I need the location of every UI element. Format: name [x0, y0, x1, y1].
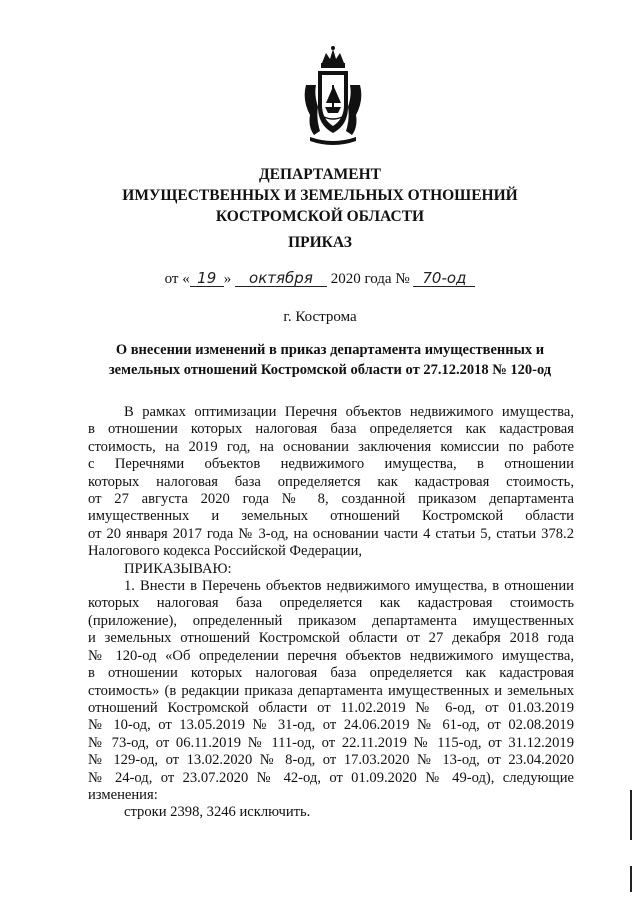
- department-title-line1: ДЕПАРТАМЕНТ: [258, 166, 382, 183]
- document-body: [88, 404, 574, 822]
- preamble-line: которых налоговая база определяется как кадастровая стоимость,: [88, 473, 574, 490]
- item1-line: стоимость» (в редакции приказа департамента имущественных и земельных: [88, 682, 574, 699]
- item1-line: 1. Внести в Перечень объектов недвижимого имущества, в отношении: [124, 578, 574, 595]
- item1-subline: строки 2398, 3246 исключить.: [124, 804, 311, 821]
- date-month: октября: [235, 270, 327, 287]
- item1-line: № 24-од, от 23.07.2020 № 42-од, от 01.09.2020 № 49-од), следующие: [88, 769, 574, 786]
- item1-line: которых налоговая база определяется как кадастровая стоимость: [88, 595, 574, 612]
- item1-line: изменения:: [88, 786, 158, 803]
- date-line: [0, 270, 640, 288]
- department-title-line3: КОСТРОМСКОЙ ОБЛАСТИ: [215, 208, 425, 225]
- item1-line: (приложение), определенный приказом департамента имущественных: [88, 612, 574, 629]
- preamble-line: в отношении которых налоговая база определяется как кадастровая: [88, 421, 574, 438]
- subject-line2: земельных отношений Костромской области от 27.12.2018 № 120-од: [108, 362, 552, 378]
- item1-line: и земельных отношений Костромской области от 27 декабря 2018 года: [88, 630, 574, 647]
- preamble-line: Налогового кодекса Российской Федерации,: [88, 543, 363, 560]
- subject-line1: О внесении изменений в приказ департамента имущественных и: [115, 342, 545, 358]
- date-prefix: от «: [164, 271, 190, 287]
- scan-edge-mark: [630, 866, 632, 892]
- item1-line: № 129-од, от 13.02.2020 № 8-од, от 17.03.2020 № 13-од, от 23.04.2020: [88, 752, 574, 769]
- date-year-text: 2020 года №: [330, 271, 410, 287]
- scan-edge-mark: [630, 790, 632, 840]
- item1-line: в отношении которых налоговая база определяется как кадастровая: [88, 665, 574, 682]
- preamble-line: от 20 января 2017 года № 3-од, на основании части 4 статьи 5, статьи 378.2: [88, 525, 574, 542]
- order-subject: [100, 340, 560, 380]
- document-type: ПРИКАЗ: [288, 234, 352, 251]
- preamble-line: стоимость, на 2019 год, на основании заключения комиссии по работе: [88, 438, 574, 455]
- preamble-line: от 27 августа 2020 года № 8, созданной приказом департамента: [88, 491, 574, 508]
- order-word: ПРИКАЗЫВАЮ:: [124, 560, 232, 577]
- preamble-line: В рамках оптимизации Перечня объектов недвижимого имущества,: [124, 404, 574, 420]
- preamble-line: имущественных и земельных отношений Костромской области: [88, 508, 574, 525]
- date-day: 19: [190, 270, 224, 287]
- coat-of-arms-emblem: [300, 45, 366, 145]
- item1-line: № 73-од, от 06.11.2019 № 111-од, от 22.11.2019 № 115-од, от 31.12.2019: [88, 734, 574, 751]
- city-name: г. Кострома: [283, 309, 357, 325]
- item1-line: № 10-од, от 13.05.2019 № 31-од, от 24.06.2019 № 61-од, от 02.08.2019: [88, 717, 574, 734]
- department-title-line2: ИМУЩЕСТВЕННЫХ И ЗЕМЕЛЬНЫХ ОТНОШЕНИЙ: [122, 187, 518, 204]
- preamble-line: с Перечнями объектов недвижимого имущества, в отношении: [88, 456, 574, 473]
- order-number: 70-од: [413, 270, 475, 287]
- date-sep: »: [223, 271, 232, 287]
- item1-line: отношений Костромской области от 11.02.2019 № 6-од, от 01.03.2019: [88, 699, 574, 716]
- item1-line: № 120-од «Об определении перечня объектов недвижимого имущества,: [88, 647, 574, 664]
